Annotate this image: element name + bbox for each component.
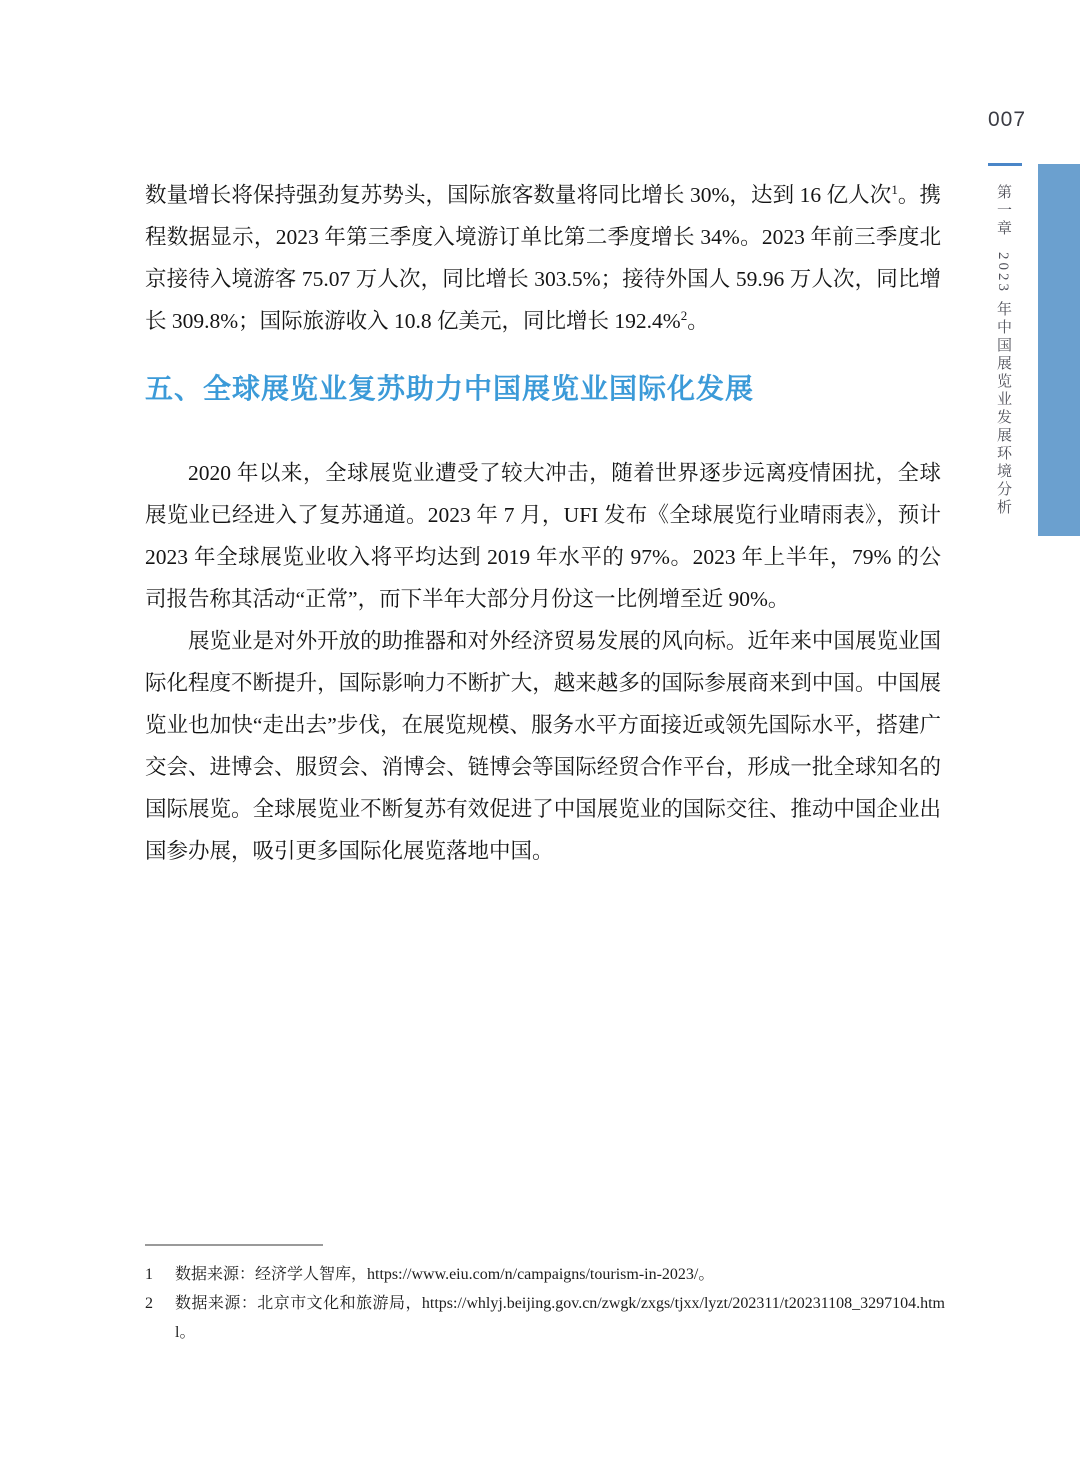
page-number-rule [988,163,1022,166]
footnote-ref-1: 1 [891,181,898,197]
paragraph-tourism-recovery [145,174,941,342]
footnote-text: 数据来源：经济学人智库，https://www.eiu.com/n/campaigns/tourism-in-2023/。 [175,1266,715,1283]
page-number: 007 [988,108,1027,131]
footnotes-section [145,1244,945,1347]
paragraph-text: 。 [687,309,709,333]
main-text-column [145,174,941,872]
paragraph-global-exhibition-recovery: 2020 年以来，全球展览业遭受了较大冲击，随着世界逐步远离疫情困扰，全球展览业已经进入了复苏通道。2023 年 7 月，UFI 发布《全球展览行业晴雨表》，预计 2023 年全球展览业收入将平均达到 2019 年水平的 97%。2023 年上半年，79% 的公司报告称其活动“正常”，而下半年大部分月份这一比例增至近 90%。 [145,461,941,611]
chapter-title: 2023 年中国展览业发展环境分析 [995,252,1011,517]
footnote-item [145,1260,945,1289]
chapter-label: 第一章 [995,184,1011,238]
footnote-number: 1 [145,1266,153,1283]
paragraph-text: 。携程数据显示，2023 年第三季度入境游订单比第二季度增长 34%。2023 年前三季度北京接待入境游客 75.07 万人次，同比增长 303.5%；接待外国人 59.96 万人次，同比增长 309.8%；国际旅游收入 10.8 亿美元，同比增长 192.4% [145,183,941,333]
footnote-number: 2 [145,1295,153,1312]
paragraph-text: 数量增长将保持强劲复苏势头，国际旅客数量将同比增长 30%，达到 16 亿人次 [145,183,892,207]
paragraph-exhibition-internationalization: 展览业是对外开放的助推器和对外经济贸易发展的风向标。近年来中国展览业国际化程度不断提升，国际影响力不断扩大，越来越多的国际参展商来到中国。中国展览业也加快“走出去”步伐，在展览规模、服务水平方面接近或领先国际水平，搭建广交会、进博会、服贸会、消博会、链博会等国际经贸合作平台，形成一批全球知名的国际展览。全球展览业不断复苏有效促进了中国展览业的国际交往、推动中国企业出国参办展，吸引更多国际化展览落地中国。 [145,629,941,863]
footnote-separator-rule [145,1244,323,1246]
footnote-ref-2: 2 [680,307,688,323]
footnote-item [145,1289,945,1347]
section-heading: 五、全球展览业复苏助力中国展览业国际化发展 [145,373,755,404]
footnote-text: 数据来源：北京市文化和旅游局，https://whlyj.beijing.gov.cn/zwgk/zxgs/tjxx/lyzt/202311/t20231108_3297104.html。 [175,1295,945,1341]
chapter-sidebar-text [990,184,1016,544]
chapter-sidebar-bar [1038,164,1080,536]
